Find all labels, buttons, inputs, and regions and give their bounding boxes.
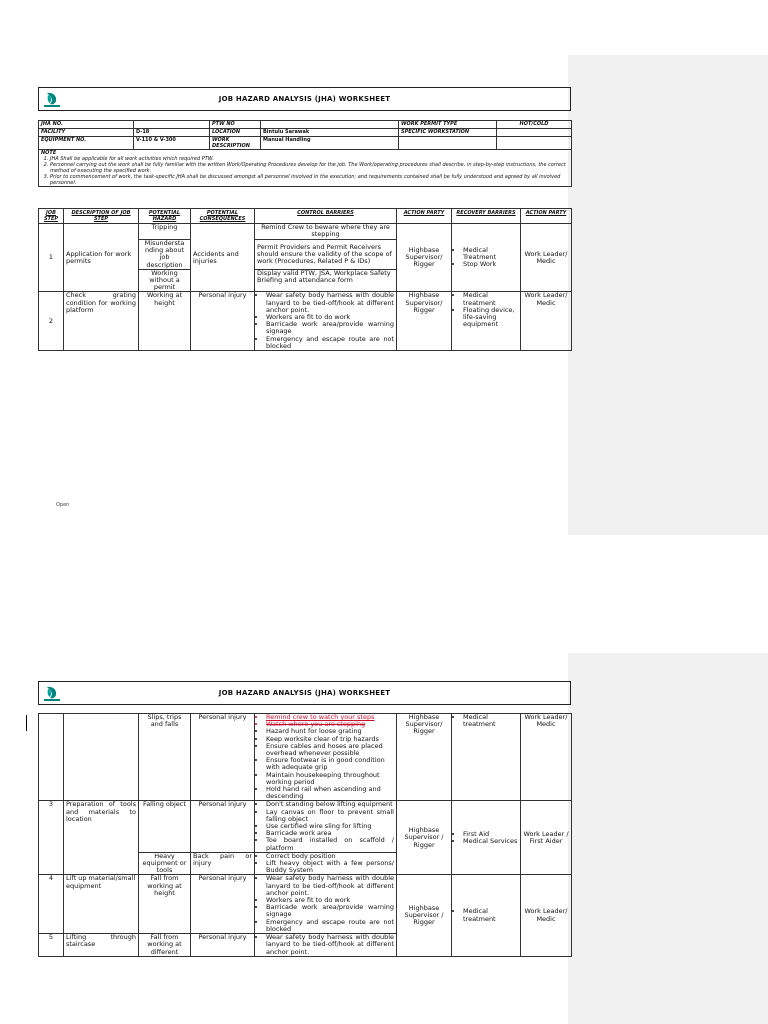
control-item: • Workers are fit to do work — [266, 897, 394, 904]
control-item: • Use certified wire sling for lifting — [266, 823, 394, 830]
control-cell — [255, 292, 397, 351]
step-number: 1 — [39, 224, 64, 292]
recovery-cell — [452, 292, 521, 351]
control-item: • Emergency and escape route are not blocked — [266, 919, 394, 933]
work-description-label: WORK DESCRIPTION — [210, 137, 261, 150]
control-cell — [255, 801, 397, 852]
control-item: • Wear safety body harness with double lanyard to be tied-off/hook at different anchor point. — [266, 875, 394, 897]
hazard-cell: Fall from working at different — [139, 934, 191, 957]
page2-header — [38, 681, 571, 705]
control-item: • Ensure cables and hoses are placed overhead whenever possible — [266, 743, 394, 757]
col-description: DESCRIPTION OF JOB STEP — [64, 209, 139, 224]
page1-info-table — [38, 120, 572, 187]
action-party-cell: Highbase Supervisor/ Rigger — [397, 292, 452, 351]
note-item: 3. Prior to commencement of work, the task-specific JHA shall be discussed amongst all personnel involved in the execution; and requirements contained shall be fully understood and agreed by all involved personnel. — [50, 174, 569, 186]
note-block — [39, 150, 572, 187]
consequence-cell: Back pain or injury — [191, 852, 255, 875]
col-recovery: RECOVERY BARRIERS — [452, 209, 521, 224]
action-party-cell: Highbase Supervisor/ Rigger — [397, 714, 452, 801]
control-cell — [255, 714, 397, 801]
col-hazard: POTENTIAL HAZARD — [139, 209, 191, 224]
control-item: • Barricade work area — [266, 830, 394, 837]
note-item: 1. JHA Shall be applicable for all work activities which required PTW. — [50, 156, 569, 162]
recovery-item: • Floating device, life-saving equipment — [463, 307, 518, 329]
hazard-cell: Falling object — [139, 801, 191, 852]
hazard-cell: Working at height — [139, 292, 191, 351]
col-action-party: ACTION PARTY — [397, 209, 452, 224]
location-label: LOCATION — [210, 129, 261, 137]
control-cell: Display valid PTW, JSA, Workplace Safety Briefing and attendance form — [255, 269, 397, 292]
table-row — [39, 801, 572, 852]
hazard-cell: Tripping — [139, 224, 191, 240]
hazard-cell: Fall from working at height — [139, 875, 191, 934]
col-control: CONTROL BARRIERS — [255, 209, 397, 224]
step-number: 3 — [39, 801, 64, 875]
recovery-item: • Medical treatment — [463, 908, 518, 922]
table-row — [39, 224, 572, 240]
control-item: • Toe board installed on scaffold / platform — [266, 837, 394, 851]
comment-margin-1 — [568, 55, 768, 535]
consequence-cell: Personal injury — [191, 292, 255, 351]
col-consequences: POTENTIAL CONSEQUENCES — [191, 209, 255, 224]
col-job-step: JOB STEP — [39, 209, 64, 224]
control-item-struck: • Watch where you are stepping — [266, 721, 394, 728]
consequence-cell: Personal injury — [191, 801, 255, 852]
hot-cold-label: HOT/COLD — [497, 121, 572, 129]
work-description-value: Manual Handling — [261, 137, 399, 150]
consequence-cell: Personal injury — [191, 934, 255, 957]
facility-label: FACILITY — [39, 129, 134, 137]
control-item: • Emergency and escape route are not blocked — [266, 336, 394, 350]
recovery-item: • Medical treatment — [463, 714, 518, 728]
recovery-item: • First Aid — [463, 831, 518, 838]
facility-value: D-18 — [134, 129, 210, 137]
recovery-cell — [452, 224, 521, 292]
control-item: • Ensure footwear is in good condition with adequate grip — [266, 757, 394, 771]
step-description: Check grating condition for working platform — [64, 292, 139, 351]
page1-hazard-table — [38, 208, 572, 351]
control-item: • Hazard hunt for loose grating — [266, 728, 394, 735]
note-heading: NOTE — [41, 150, 57, 156]
action-party-2-cell: Work Leader/ Medic — [521, 224, 572, 292]
control-cell — [255, 934, 397, 957]
action-party-2-cell: Work Leader / First Aider — [521, 801, 572, 875]
step-description: Lift up material/small equipment — [64, 875, 139, 934]
action-party-cell: Highbase Supervisor/ Rigger — [397, 224, 452, 292]
control-item: • Wear safety body harness with double lanyard to be tied-off/hook at different anchor point. — [266, 934, 394, 956]
hazard-cell: Working without a permit — [139, 269, 191, 292]
table-row — [39, 714, 572, 801]
control-item: • Wear safety body harness with double lanyard to be tied-off/hook at different anchor point. — [266, 292, 394, 314]
control-item: • Barricade work area/provide warning signage — [266, 321, 394, 335]
text-cursor — [26, 715, 27, 731]
note-item: 2. Personnel carrying out the work shall be fully familiar with the written Work/Operating Procedures develop for the job. The Work/operating procedures shall describe, in step-by-step instructions, the correct method of executing the specified work. — [50, 162, 569, 174]
hazard-cell: Heavy equipment or tools — [139, 852, 191, 875]
page2-hazard-table — [38, 713, 572, 957]
equipment-value: V-110 & V-300 — [134, 137, 210, 150]
control-item: • Don't standing below lifting equipment — [266, 801, 394, 808]
control-cell: Remind Crew to beware where they are stepping — [255, 224, 397, 240]
page1-header — [38, 87, 571, 111]
equipment-label: EQUIPMENT NO. — [39, 137, 134, 150]
step-number: 4 — [39, 875, 64, 934]
action-party-2-cell: Work Leader/ Medic — [521, 875, 572, 956]
specific-workstation-label: SPECIFIC WORKSTATION — [399, 129, 497, 137]
page1-footer-text: Open — [56, 502, 70, 508]
step-number: 2 — [39, 292, 64, 351]
control-item: • Lay canvas on floor to prevent small falling object — [266, 809, 394, 823]
control-item: • Hold hand rail when ascending and descending — [266, 786, 394, 800]
step-description: Preparation of tools and materials to location — [64, 801, 139, 875]
ptw-no-label: PTW NO — [210, 121, 261, 129]
step-number: 5 — [39, 934, 64, 957]
control-cell — [255, 875, 397, 934]
control-item: • Correct body position — [266, 853, 394, 860]
page2-title: JOB HAZARD ANALYSIS (JHA) WORKSHEET — [218, 689, 391, 697]
recovery-cell — [452, 714, 521, 801]
note-list — [41, 156, 569, 186]
jha-no-label: JHA NO. — [39, 121, 134, 129]
consequence-cell: Personal injury — [191, 875, 255, 934]
control-item-red: • Remind crew to watch your steps — [266, 714, 394, 721]
action-party-2-cell: Work Leader/ Medic — [521, 714, 572, 801]
consequence-cell: Personal injury — [191, 714, 255, 801]
recovery-item: • Medical Services — [463, 838, 518, 845]
control-cell — [255, 852, 397, 875]
step-description: Application for work permits — [64, 224, 139, 292]
table-row — [39, 292, 572, 351]
control-item: • Barricade work area/provide warning signage — [266, 904, 394, 918]
col-action-party-2: ACTION PARTY — [521, 209, 572, 224]
work-permit-type-label: WORK PERMIT TYPE — [399, 121, 497, 129]
step-description: Lifting through staircase — [64, 934, 139, 957]
location-value: Bintulu Sarawak — [261, 129, 399, 137]
hazard-cell: Misundersta nding about job description — [139, 240, 191, 270]
table-row — [39, 875, 572, 934]
recovery-item: • Medical Treatment — [463, 247, 518, 261]
recovery-cell — [452, 801, 521, 875]
action-party-2-cell: Work Leader/ Medic — [521, 292, 572, 351]
action-party-cell: Highbase Supervisor / Rigger — [397, 801, 452, 875]
control-cell: Permit Providers and Permit Receivers should ensure the validity of the scope of work (Procedures, Related P & IDs) — [255, 240, 397, 270]
comment-margin-2 — [568, 653, 768, 1024]
recovery-item: • Stop Work — [463, 261, 518, 268]
control-item: • Lift heavy object with a few persons/ Buddy System — [266, 860, 394, 874]
recovery-cell — [452, 875, 521, 956]
control-item: • Maintain housekeeping throughout working period — [266, 772, 394, 786]
page1-title: JOB HAZARD ANALYSIS (JHA) WORKSHEET — [218, 95, 391, 103]
consequence-cell: Accidents and injuries — [191, 224, 255, 292]
hazard-cell: Slips, trips and falls — [139, 714, 191, 801]
control-item: • Keep worksite clear of trip hazards — [266, 736, 394, 743]
control-item: • Workers are fit to do work — [266, 314, 394, 321]
action-party-cell: Highbase Supervisor / Rigger — [397, 875, 452, 956]
recovery-item: • Medical treatment — [463, 292, 518, 306]
